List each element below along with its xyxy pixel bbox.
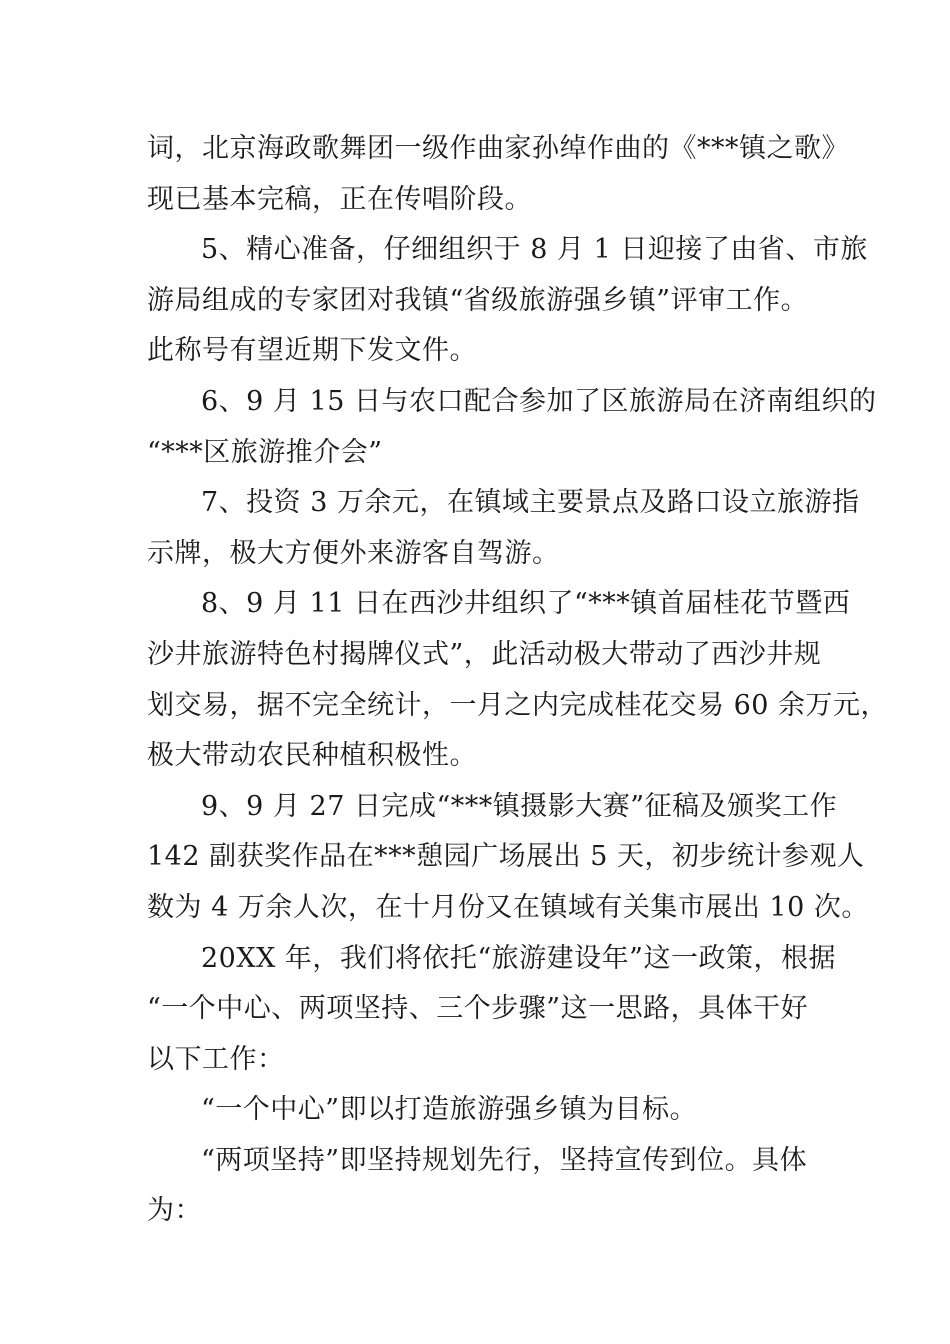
text-line: “***区旅游推介会” (147, 436, 383, 468)
text-line: 为： (147, 1195, 202, 1227)
text-line: 现已基本完稿，正在传唱阶段。 (147, 183, 532, 215)
text-line: 沙井旅游特色村揭牌仪式”，此活动极大带动了西沙井规 (147, 638, 822, 670)
text-line: 示牌，极大方便外来游客自驾游。 (147, 537, 560, 569)
text-line: 此称号有望近期下发文件。 (147, 335, 477, 367)
text-line: 20XX 年，我们将依托“旅游建设年”这一政策，根据 (201, 942, 836, 974)
text-line: “一个中心”即以打造旅游强乡镇为目标。 (201, 1094, 698, 1126)
text-line: 6、9 月 15 日与农口配合参加了区旅游局在济南组织的 (201, 385, 877, 417)
text-line: 7、投资 3 万余元，在镇域主要景点及路口设立旅游指 (201, 487, 860, 519)
text-line: 9、9 月 27 日完成“***镇摄影大赛”征稿及颁奖工作 (201, 790, 838, 822)
text-line: 以下工作： (147, 1043, 285, 1075)
text-line: “一个中心、两项坚持、三个步骤”这一思路，具体干好 (147, 993, 809, 1025)
text-line: 极大带动农民种植积极性。 (147, 740, 477, 772)
text-line: 数为 4 万余人次，在十月份又在镇域有关集市展出 10 次。 (147, 891, 869, 923)
text-line: 5、精心准备，仔细组织于 8 月 1 日迎接了由省、市旅 (201, 234, 868, 266)
text-line: 游局组成的专家团对我镇“省级旅游强乡镇”评审工作。 (147, 284, 809, 316)
text-line: 142 副获奖作品在***憩园广场展出 5 天，初步统计参观人 (147, 841, 865, 873)
text-line: 词，北京海政歌舞团一级作曲家孙绰作曲的《***镇之歌》 (147, 133, 849, 164)
text-line: “两项坚持”即坚持规划先行，坚持宣传到位。具体 (201, 1144, 808, 1176)
text-line: 8、9 月 11 日在西沙井组织了“***镇首届桂花节暨西 (201, 588, 851, 620)
text-line: 划交易，据不完全统计，一月之内完成桂花交易 60 余万元， (147, 689, 889, 721)
document-body (147, 124, 889, 1237)
